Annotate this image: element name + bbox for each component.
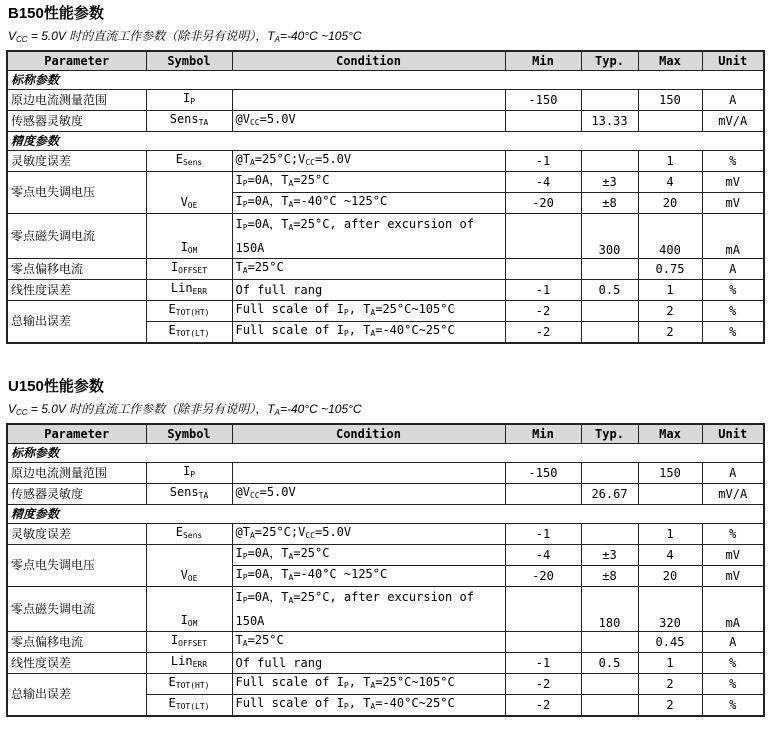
min-cell bbox=[505, 111, 581, 132]
col-condition: Condition bbox=[232, 424, 505, 444]
u150-section bbox=[6, 376, 763, 717]
condition-cell: $I_P=0A$，$T_A=-40^\circ C$ ~125°C bbox=[232, 193, 505, 214]
unit-cell: % bbox=[702, 301, 764, 322]
unit-cell: A bbox=[702, 90, 764, 111]
header-row bbox=[7, 51, 764, 71]
condition-cell: $I_P=0A$，$T_A=25^\circ C$, after excursion of 150A bbox=[232, 587, 505, 632]
min-cell: -4 bbox=[505, 545, 581, 566]
param-cell: 总输出误差 bbox=[7, 674, 146, 717]
symbol-cell: $I_P$ bbox=[146, 463, 232, 484]
header-row bbox=[7, 424, 764, 444]
min-cell: -20 bbox=[505, 193, 581, 214]
param-cell: 零点电失调电压 bbox=[7, 545, 146, 587]
table-row bbox=[7, 259, 764, 280]
param-cell: 零点偏移电流 bbox=[7, 632, 146, 653]
symbol-cell: $E_{TOT(LT)}$ bbox=[146, 695, 232, 717]
col-parameter: Parameter bbox=[7, 51, 146, 71]
col-unit: Unit bbox=[702, 424, 764, 444]
symbol-cell: $I_{OFFSET}$ bbox=[146, 259, 232, 280]
max-cell: 20 bbox=[638, 566, 702, 587]
table-row bbox=[7, 301, 764, 322]
max-cell: 2 bbox=[638, 322, 702, 344]
min-cell: -1 bbox=[505, 653, 581, 674]
group-row bbox=[7, 71, 764, 90]
max-cell: 1 bbox=[638, 653, 702, 674]
max-cell: 2 bbox=[638, 695, 702, 717]
typ-cell: ±8 bbox=[581, 566, 638, 587]
param-cell: 线性度误差 bbox=[7, 653, 146, 674]
typ-cell: 0.5 bbox=[581, 653, 638, 674]
symbol-cell: $E_{TOT(HT)}$ bbox=[146, 674, 232, 695]
max-cell: 4 bbox=[638, 545, 702, 566]
table-row bbox=[7, 484, 764, 505]
condition-cell: Full scale of $I_P$, $T_A=25^\circ C\sim 105^\circ C$ bbox=[232, 674, 505, 695]
max-cell: 320 bbox=[638, 587, 702, 632]
col-symbol: Symbol bbox=[146, 51, 232, 71]
symbol-cell: $I_{OFFSET}$ bbox=[146, 632, 232, 653]
symbol-cell: $I_{OM}$ bbox=[146, 214, 232, 259]
min-cell: -1 bbox=[505, 524, 581, 545]
typ-cell: 13.33 bbox=[581, 111, 638, 132]
max-cell: 0.45 bbox=[638, 632, 702, 653]
min-cell: -1 bbox=[505, 151, 581, 172]
symbol-cell: $E_{TOT(HT)}$ bbox=[146, 301, 232, 322]
typ-cell bbox=[581, 695, 638, 717]
group-label: 标称参数 bbox=[7, 71, 764, 90]
param-cell: 零点电失调电压 bbox=[7, 172, 146, 214]
unit-cell: mV bbox=[702, 172, 764, 193]
max-cell: 1 bbox=[638, 524, 702, 545]
group-row bbox=[7, 132, 764, 151]
table-row bbox=[7, 587, 764, 632]
min-cell: -2 bbox=[505, 695, 581, 717]
group-label: 标称参数 bbox=[7, 444, 764, 463]
param-cell: 传感器灵敏度 bbox=[7, 111, 146, 132]
unit-cell: mA bbox=[702, 214, 764, 259]
col-min: Min bbox=[505, 51, 581, 71]
symbol-cell: Lin$_{ERR}$ bbox=[146, 280, 232, 301]
section-title: U150性能参数 bbox=[8, 378, 104, 395]
typ-cell: 300 bbox=[581, 214, 638, 259]
typ-cell bbox=[581, 632, 638, 653]
typ-cell: 0.5 bbox=[581, 280, 638, 301]
table-row bbox=[7, 172, 764, 193]
symbol-cell: $V_{OE}$ bbox=[146, 172, 232, 214]
symbol-cell: $E_{Sens}$ bbox=[146, 151, 232, 172]
unit-cell: mV bbox=[702, 566, 764, 587]
typ-cell: 180 bbox=[581, 587, 638, 632]
unit-cell: mV/A bbox=[702, 111, 764, 132]
max-cell: 4 bbox=[638, 172, 702, 193]
col-symbol: Symbol bbox=[146, 424, 232, 444]
min-cell: -20 bbox=[505, 566, 581, 587]
table-row bbox=[7, 111, 764, 132]
min-cell bbox=[505, 214, 581, 259]
table-row bbox=[7, 214, 764, 259]
table-row bbox=[7, 632, 764, 653]
min-cell: -150 bbox=[505, 90, 581, 111]
param-cell: 零点偏移电流 bbox=[7, 259, 146, 280]
condition-cell: Full scale of $I_P$, $T_A=-40^\circ C\sim 25^\circ C$ bbox=[232, 322, 505, 344]
group-row bbox=[7, 505, 764, 524]
table-row bbox=[7, 524, 764, 545]
condition-cell: $T_A=25^\circ C$ bbox=[232, 259, 505, 280]
unit-cell: A bbox=[702, 463, 764, 484]
condition-cell bbox=[232, 463, 505, 484]
min-cell bbox=[505, 587, 581, 632]
symbol-cell: Lin$_{ERR}$ bbox=[146, 653, 232, 674]
min-cell: -2 bbox=[505, 301, 581, 322]
section-subtitle: $V_{CC} = 5.0V$ 时的直流工作参数（除非另有说明），$T_A=-40^\circ C$ ~105°C bbox=[8, 402, 362, 417]
max-cell: 2 bbox=[638, 301, 702, 322]
col-condition: Condition bbox=[232, 51, 505, 71]
max-cell: 1 bbox=[638, 280, 702, 301]
unit-cell: % bbox=[702, 280, 764, 301]
table-row bbox=[7, 151, 764, 172]
condition-cell: $@V_{CC}=5.0V$ bbox=[232, 111, 505, 132]
min-cell: -2 bbox=[505, 674, 581, 695]
min-cell bbox=[505, 484, 581, 505]
param-cell: 零点磁失调电流 bbox=[7, 587, 146, 632]
condition-cell: Full scale of $I_P$, $T_A=-40^\circ C\sim 25^\circ C$ bbox=[232, 695, 505, 717]
symbol-cell: $I_P$ bbox=[146, 90, 232, 111]
typ-cell bbox=[581, 674, 638, 695]
unit-cell: A bbox=[702, 259, 764, 280]
max-cell: 0.75 bbox=[638, 259, 702, 280]
param-cell: 零点磁失调电流 bbox=[7, 214, 146, 259]
col-max: Max bbox=[638, 424, 702, 444]
min-cell: -1 bbox=[505, 280, 581, 301]
max-cell: 150 bbox=[638, 90, 702, 111]
unit-cell: % bbox=[702, 151, 764, 172]
symbol-cell: $E_{TOT(LT)}$ bbox=[146, 322, 232, 344]
max-cell bbox=[638, 111, 702, 132]
max-cell: 2 bbox=[638, 674, 702, 695]
condition-cell: $@V_{CC}=5.0V$ bbox=[232, 484, 505, 505]
param-cell: 总输出误差 bbox=[7, 301, 146, 344]
spec-table bbox=[6, 50, 765, 344]
condition-cell: $I_P=0A$，$T_A=25^\circ C$, after excursion of 150A bbox=[232, 214, 505, 259]
unit-cell: mA bbox=[702, 587, 764, 632]
condition-cell: Of full rang bbox=[232, 653, 505, 674]
col-parameter: Parameter bbox=[7, 424, 146, 444]
section-subtitle: $V_{CC} = 5.0V$ 时的直流工作参数（除非另有说明），$T_A=-40^\circ C$ ~105°C bbox=[8, 29, 362, 44]
condition-cell: $@T_A=25^\circ C;V_{CC}=5.0V$ bbox=[232, 151, 505, 172]
section-title: B150性能参数 bbox=[8, 5, 104, 22]
col-unit: Unit bbox=[702, 51, 764, 71]
param-cell: 原边电流测量范围 bbox=[7, 463, 146, 484]
unit-cell: % bbox=[702, 322, 764, 344]
col-typ: Typ. bbox=[581, 424, 638, 444]
condition-cell: Full scale of $I_P$, $T_A=25^\circ C\sim 105^\circ C$ bbox=[232, 301, 505, 322]
typ-cell: ±8 bbox=[581, 193, 638, 214]
symbol-cell: Sens$_{TA}$ bbox=[146, 111, 232, 132]
max-cell bbox=[638, 484, 702, 505]
unit-cell: % bbox=[702, 653, 764, 674]
max-cell: 20 bbox=[638, 193, 702, 214]
min-cell: -2 bbox=[505, 322, 581, 344]
group-label: 精度参数 bbox=[7, 132, 764, 151]
table-row bbox=[7, 280, 764, 301]
typ-cell: ±3 bbox=[581, 172, 638, 193]
max-cell: 400 bbox=[638, 214, 702, 259]
group-row bbox=[7, 444, 764, 463]
typ-cell bbox=[581, 259, 638, 280]
col-typ: Typ. bbox=[581, 51, 638, 71]
param-cell: 原边电流测量范围 bbox=[7, 90, 146, 111]
table-row bbox=[7, 653, 764, 674]
unit-cell: mV/A bbox=[702, 484, 764, 505]
unit-cell: % bbox=[702, 524, 764, 545]
condition-cell: $I_P=0A$，$T_A=-40^\circ C$ ~125°C bbox=[232, 566, 505, 587]
condition-cell: Of full rang bbox=[232, 280, 505, 301]
col-min: Min bbox=[505, 424, 581, 444]
spec-table bbox=[6, 423, 765, 717]
typ-cell bbox=[581, 524, 638, 545]
unit-cell: mV bbox=[702, 545, 764, 566]
unit-cell: % bbox=[702, 695, 764, 717]
table-row bbox=[7, 674, 764, 695]
typ-cell: ±3 bbox=[581, 545, 638, 566]
symbol-cell: $I_{OM}$ bbox=[146, 587, 232, 632]
condition-cell: $T_A=25^\circ C$ bbox=[232, 632, 505, 653]
table-row bbox=[7, 463, 764, 484]
condition-cell: $I_P=0A$，$T_A=25^\circ C$ bbox=[232, 545, 505, 566]
min-cell: -4 bbox=[505, 172, 581, 193]
max-cell: 150 bbox=[638, 463, 702, 484]
unit-cell: mV bbox=[702, 193, 764, 214]
unit-cell: % bbox=[702, 674, 764, 695]
min-cell: -150 bbox=[505, 463, 581, 484]
condition-cell bbox=[232, 90, 505, 111]
min-cell bbox=[505, 632, 581, 653]
symbol-cell: Sens$_{TA}$ bbox=[146, 484, 232, 505]
param-cell: 灵敏度误差 bbox=[7, 524, 146, 545]
b150-section bbox=[6, 3, 763, 344]
typ-cell bbox=[581, 463, 638, 484]
min-cell bbox=[505, 259, 581, 280]
typ-cell bbox=[581, 90, 638, 111]
max-cell: 1 bbox=[638, 151, 702, 172]
table-row bbox=[7, 90, 764, 111]
typ-cell bbox=[581, 301, 638, 322]
typ-cell bbox=[581, 322, 638, 344]
col-max: Max bbox=[638, 51, 702, 71]
symbol-cell: $E_{Sens}$ bbox=[146, 524, 232, 545]
symbol-cell: $V_{OE}$ bbox=[146, 545, 232, 587]
condition-cell: $@T_A=25^\circ C;V_{CC}=5.0V$ bbox=[232, 524, 505, 545]
unit-cell: A bbox=[702, 632, 764, 653]
param-cell: 线性度误差 bbox=[7, 280, 146, 301]
typ-cell: 26.67 bbox=[581, 484, 638, 505]
typ-cell bbox=[581, 151, 638, 172]
param-cell: 传感器灵敏度 bbox=[7, 484, 146, 505]
condition-cell: $I_P=0A$，$T_A=25^\circ C$ bbox=[232, 172, 505, 193]
group-label: 精度参数 bbox=[7, 505, 764, 524]
table-row bbox=[7, 545, 764, 566]
param-cell: 灵敏度误差 bbox=[7, 151, 146, 172]
